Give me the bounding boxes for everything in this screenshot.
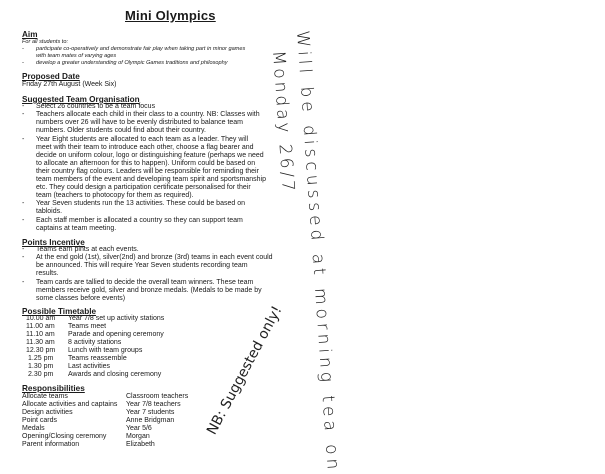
timetable-time: 2.30 pm [28, 371, 54, 378]
aim-intro: For all students to: [22, 39, 69, 45]
points-line: some classes before events) [36, 295, 126, 302]
teams-line: meet with their team to introduce each other, choose a flag bearer and [36, 144, 254, 151]
teams-line: Select 26 countries to be a team focus [36, 103, 156, 110]
points-line: Team cards are tallied to decide the overall team winners. These team [36, 279, 254, 286]
teams-line: team (teachers to photocopy for them as required). [36, 192, 194, 199]
date-heading: Proposed Date [22, 72, 80, 81]
responsibility-task: Medals [22, 425, 45, 432]
responsibility-task: Allocate activities and captains [22, 401, 118, 408]
date-value: Friday 27th August (Week Six) [22, 81, 117, 88]
timetable-activity: Teams meet [68, 323, 107, 330]
teams-line: tabloids. [36, 208, 63, 215]
timetable-time: 12.30 pm [26, 347, 56, 354]
responsibility-who: Year 7 students [126, 409, 175, 416]
responsibility-who: Classroom teachers [126, 393, 189, 400]
timetable-activity: Lunch with team groups [68, 347, 143, 354]
teams-line: numbers over 26 will have to be evenly distributed to balance team [36, 119, 244, 126]
handwritten-note-discussion: Will be discussed at morning tea on [292, 30, 343, 474]
points-line: results. [36, 270, 59, 277]
teams-bullet-2: - [22, 111, 25, 118]
teams-heading: Suggested Team Organisation [22, 95, 140, 104]
teams-line: numbers. Older students could find about their country. [36, 127, 206, 134]
aim-item-2: with team mates of varying ages [36, 53, 117, 59]
timetable-time: 11.10 am [26, 331, 55, 338]
timetable-time: 10.00 am [26, 315, 56, 322]
teams-line: Year Eight students are allocated to each team as a leader. They will [36, 136, 249, 143]
responsibility-who: Anne Bridgman [126, 417, 175, 424]
responsibility-who: Morgan [126, 433, 150, 440]
timetable-time: 1.25 pm [28, 355, 54, 362]
timetable-time: 11.00 am [26, 323, 55, 330]
timetable-activity: Parade and opening ceremony [68, 331, 164, 338]
responsibility-who: Year 5/6 [126, 425, 152, 432]
teams-bullet-4: - [22, 200, 25, 207]
points-line: members receive gold, silver and bronze medals. (Medals to be made by [36, 287, 262, 294]
aim-dash-1: - [22, 46, 24, 52]
teams-line: to allocate an afternoon for this to happen). Uniform could be based on [36, 160, 256, 167]
timetable-activity: Last activities [68, 363, 111, 370]
timetable-time: 11.30 am [26, 339, 55, 346]
teams-bullet-3: - [22, 136, 25, 143]
responsibility-task: Design activities [22, 409, 73, 416]
timetable-heading: Possible Timetable [22, 307, 97, 316]
teams-line: Each staff member is allocated a country so they can support team [36, 217, 243, 224]
teams-line: captains at team meeting. [36, 225, 117, 232]
timetable-time: 1.30 pm [28, 363, 54, 370]
teams-line: Teachers allocate each child in their class to a country. NB: Classes with [36, 111, 260, 118]
teams-line: team members of the event and developing team spirit and sportsmanship [36, 176, 266, 183]
teams-line: etc. They could design a participation certificate personalised for their [36, 184, 251, 191]
timetable-activity: Teams reassemble [68, 355, 127, 362]
aim-item-1: participate co-operatively and demonstrate fair play when taking part in minor games [36, 46, 246, 52]
responsibility-who: Elizabeth [126, 441, 155, 448]
handwritten-note-date: Monday 26/7 [268, 50, 299, 195]
teams-line: their country flag colours. Leaders will be responsible for reminding their [36, 168, 259, 175]
timetable-activity: Year 7/8 set up activity stations [68, 315, 165, 322]
teams-bullet-1: - [22, 103, 25, 110]
teams-line: decide on uniform colour, logo or distinguishing feature (perhaps we need [36, 152, 264, 159]
aim-item-3: develop a greater understanding of Olympic Games traditions and philosophy [36, 60, 228, 66]
points-bullet-1: - [22, 246, 25, 253]
handwritten-note-suggested: NB: Suggested only! [204, 303, 286, 438]
points-bullet-2: - [22, 254, 25, 261]
points-heading: Points Incentive [22, 238, 85, 247]
responsibility-who: Year 7/8 teachers [126, 401, 181, 408]
teams-bullet-5: - [22, 217, 25, 224]
points-line: be announced. This will require Year Seven students recording team [36, 262, 248, 269]
document-title: Mini Olympics [125, 8, 216, 23]
responsibilities-heading: Responsibilities [22, 384, 85, 393]
responsibility-task: Parent information [22, 441, 80, 448]
aim-dash-2: - [22, 60, 24, 66]
timetable-activity: 8 activity stations [68, 339, 122, 346]
responsibility-task: Opening/Closing ceremony [22, 433, 107, 440]
points-bullet-3: - [22, 279, 25, 286]
timetable-activity: Awards and closing ceremony [68, 371, 162, 378]
responsibility-task: Point cards [22, 417, 58, 424]
responsibility-task: Allocate teams [22, 393, 68, 400]
aim-heading: Aim [22, 30, 38, 39]
teams-line: Year Seven students run the 13 activities. These could be based on [36, 200, 245, 207]
points-line: Teams earn pints at each events. [36, 246, 139, 253]
points-line: At the end gold (1st), silver(2nd) and bronze (3rd) teams in each event could [36, 254, 273, 261]
